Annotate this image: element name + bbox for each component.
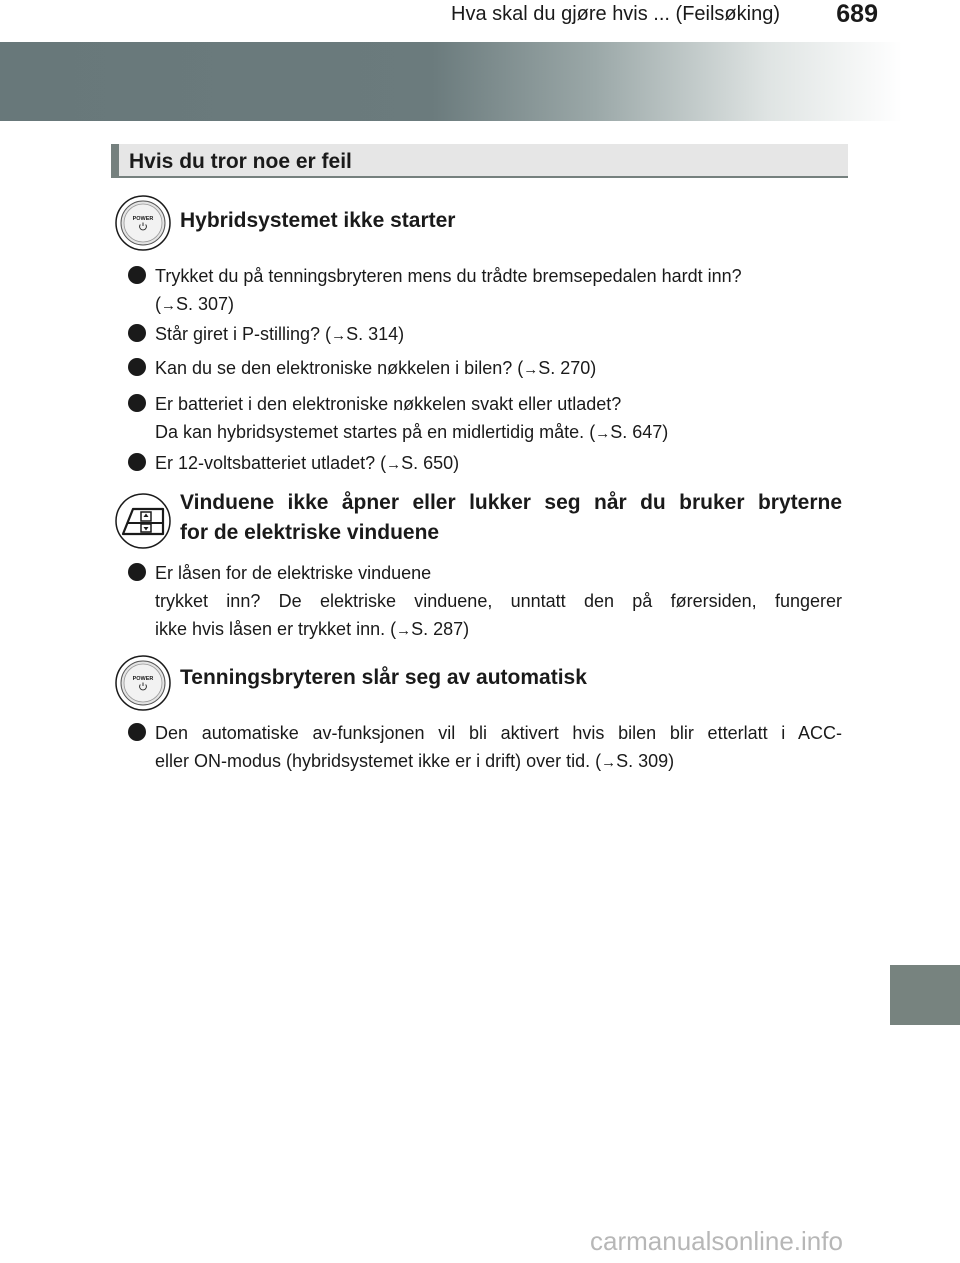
power-button-icon <box>115 195 171 251</box>
power-window-switch-icon <box>115 493 171 549</box>
arrow-right-icon: → <box>161 297 176 314</box>
section-title: Hvis du tror noe er feil <box>129 150 352 173</box>
header-band <box>0 42 960 121</box>
page-reference: S. 650) <box>401 453 460 473</box>
header-title: Hva skal du gjøre hvis ... (Feilsøking) <box>451 3 780 25</box>
bullet-icon <box>128 723 146 741</box>
topic-title-windows-not-working-line2: for de elektriske vinduene <box>180 521 440 544</box>
page-reference: S. 270) <box>538 358 597 378</box>
page-reference: S. 307) <box>176 294 235 314</box>
svg-text:POWER: POWER <box>132 216 154 222</box>
page-number: 689 <box>836 0 878 28</box>
page-reference: S. 314) <box>346 324 405 344</box>
arrow-right-icon: → <box>523 361 539 378</box>
topic-title-hybrid-not-starting: Hybridsystemet ikke starter <box>180 209 456 232</box>
arrow-right-icon: → <box>601 754 617 771</box>
bullet-icon <box>128 266 146 284</box>
page-reference: S. 647) <box>610 422 669 442</box>
bullet-icon <box>128 453 146 471</box>
bullet-icon <box>128 563 146 581</box>
bullet-icon <box>128 358 146 376</box>
section-heading <box>111 144 848 178</box>
power-button-icon <box>115 655 171 711</box>
arrow-right-icon: → <box>331 327 347 344</box>
arrow-right-icon: → <box>595 425 611 442</box>
page-reference: S. 309) <box>616 751 675 771</box>
topic-title-windows-not-working: Vinduene ikke åpner eller lukker seg når du bruker bryterne <box>180 491 842 514</box>
svg-text:POWER: POWER <box>132 676 154 682</box>
page-reference: S. 287) <box>411 619 470 639</box>
arrow-right-icon: → <box>386 456 402 473</box>
bullet-icon <box>128 324 146 342</box>
chapter-tab <box>890 965 960 1025</box>
arrow-right-icon: → <box>396 622 412 639</box>
watermark: carmanualsonline.info <box>590 1226 843 1256</box>
bullet-icon <box>128 394 146 412</box>
topic-title-ignition-auto-off: Tenningsbryteren slår seg av automatisk <box>180 666 587 689</box>
